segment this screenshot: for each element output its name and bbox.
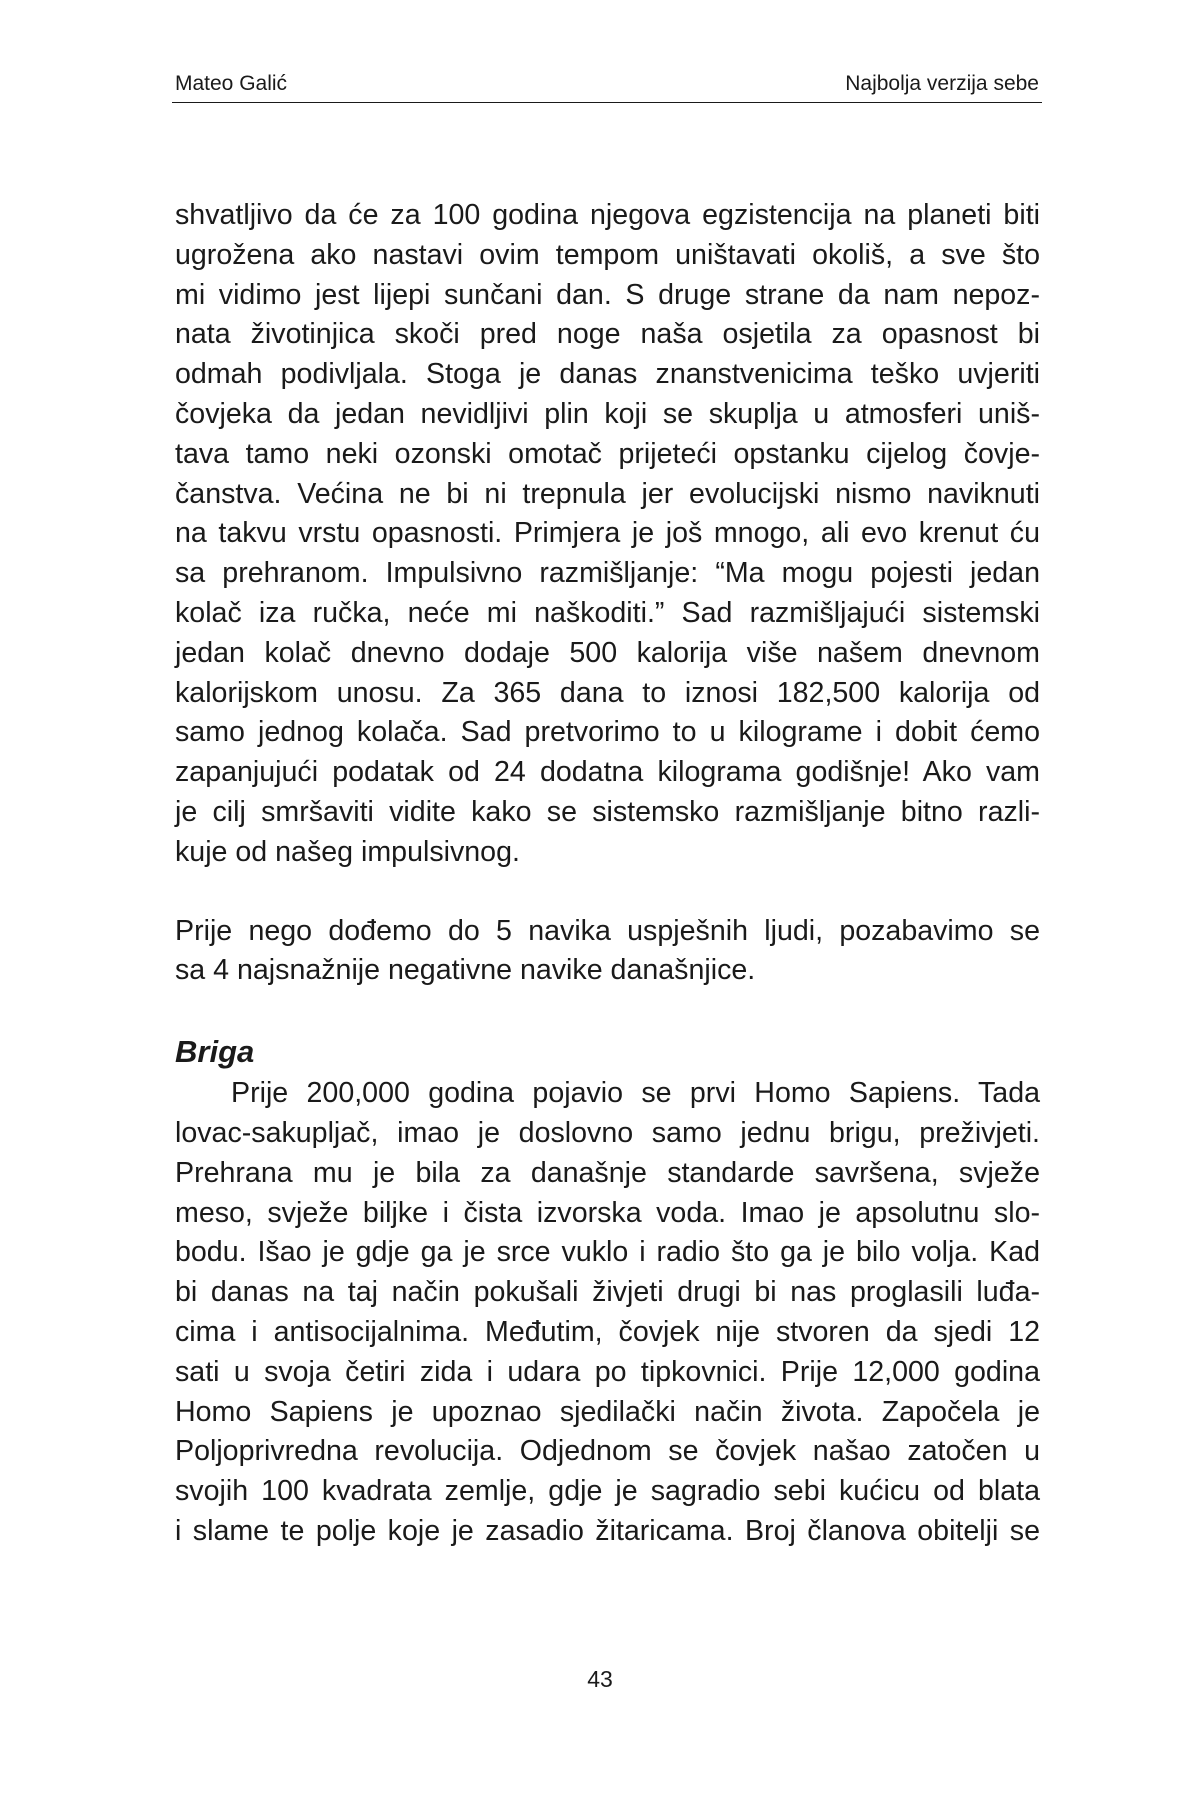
paragraph-1 <box>175 196 1040 873</box>
text-line: je cilj smršaviti vidite kako se sistemsko razmišljanje bitno razli- <box>175 795 1040 828</box>
section-heading: Briga <box>175 1034 255 1070</box>
running-header <box>172 72 1042 103</box>
header-book-title: Najbolja verzija sebe <box>845 72 1039 95</box>
text-line: čovjeka da jedan nevidljivi plin koji se skuplja u atmosferi uniš- <box>175 397 1040 430</box>
paragraph-3 <box>175 1074 1040 1552</box>
text-line: sa prehranom. Impulsivno razmišljanje: “Ma mogu pojesti jedan <box>175 557 1040 590</box>
text-line: bi danas na taj način pokušali živjeti drugi bi nas proglasili luđa- <box>175 1276 1040 1309</box>
text-line: ugrožena ako nastavi ovim tempom uništavati okoliš, a sve što <box>175 238 1040 271</box>
text-line: shvatljivo da će za 100 godina njegova egzistencija na planeti biti <box>175 199 1040 231</box>
text-line: Homo Sapiens je upoznao sjedilački način života. Započela je <box>175 1395 1040 1428</box>
text-line: nata životinjica skoči pred noge naša osjetila za opasnost bi <box>175 318 1040 351</box>
text-line: svojih 100 kvadrata zemlje, gdje je sagradio sebi kućicu od blata <box>175 1475 1040 1508</box>
text-line: lovac-sakupljač, imao je doslovno samo jednu brigu, preživjeti. <box>175 1116 1040 1149</box>
text-line: tava tamo neki ozonski omotač prijeteći opstanku cijelog čovje- <box>175 437 1040 470</box>
text-line: Prije 200,000 godina pojavio se prvi Homo Sapiens. Tada <box>231 1077 1040 1110</box>
text-line: Prije nego dođemo do 5 navika uspješnih ljudi, pozabavimo se <box>175 914 1040 947</box>
text-line: kuje od našeg impulsivnog. <box>175 835 520 868</box>
section-spacer <box>175 991 1040 1034</box>
text-line: meso, svježe biljke i čista izvorska voda. Imao je apsolutnu slo- <box>175 1196 1040 1229</box>
text-line: zapanjujući podatak od 24 dodatna kilograma godišnje! Ako vam <box>175 756 1040 789</box>
header-author: Mateo Galić <box>175 72 288 95</box>
text-line: na takvu vrstu opasnosti. Primjera je još mnogo, ali evo krenut ću <box>175 517 1040 550</box>
text-line: sa 4 najsnažnije negativne navike današnjice. <box>175 954 756 987</box>
page-body <box>175 196 1040 1552</box>
text-line: sati u svoja četiri zida i udara po tipkovnici. Prije 12,000 godina <box>175 1355 1040 1388</box>
text-line: Prehrana mu je bila za današnje standarde savršena, svježe <box>175 1156 1040 1189</box>
text-line: kolač iza ručka, neće mi naškoditi.” Sad razmišljajući sistemski <box>175 596 1040 629</box>
text-line: bodu. Išao je gdje ga je srce vuklo i radio što ga je bilo volja. Kad <box>175 1236 1040 1269</box>
paragraph-2 <box>175 912 1040 992</box>
text-line: jedan kolač dnevno dodaje 500 kalorija više našem dnevnom <box>175 636 1040 669</box>
text-line: čanstva. Većina ne bi ni trepnula jer evolucijski nismo naviknuti <box>175 477 1040 510</box>
text-line: i slame te polje koje je zasadio žitaricama. Broj članova obitelji se <box>175 1514 1040 1547</box>
text-line: mi vidimo jest lijepi sunčani dan. S druge strane da nam nepoz- <box>175 278 1040 311</box>
text-line: cima i antisocijalnima. Međutim, čovjek nije stvoren da sjedi 12 <box>175 1315 1040 1348</box>
text-line: samo jednog kolača. Sad pretvorimo to u kilograme i dobit ćemo <box>175 716 1040 749</box>
text-line: odmah podivljala. Stoga je danas znanstvenicima teško uvjeriti <box>175 358 1040 391</box>
paragraph-spacer <box>175 873 1040 912</box>
text-line: kalorijskom unosu. Za 365 dana to iznosi 182,500 kalorija od <box>175 676 1040 709</box>
text-line: Poljoprivredna revolucija. Odjednom se čovjek našao zatočen u <box>175 1435 1040 1468</box>
page-number: 43 <box>587 1666 613 1692</box>
